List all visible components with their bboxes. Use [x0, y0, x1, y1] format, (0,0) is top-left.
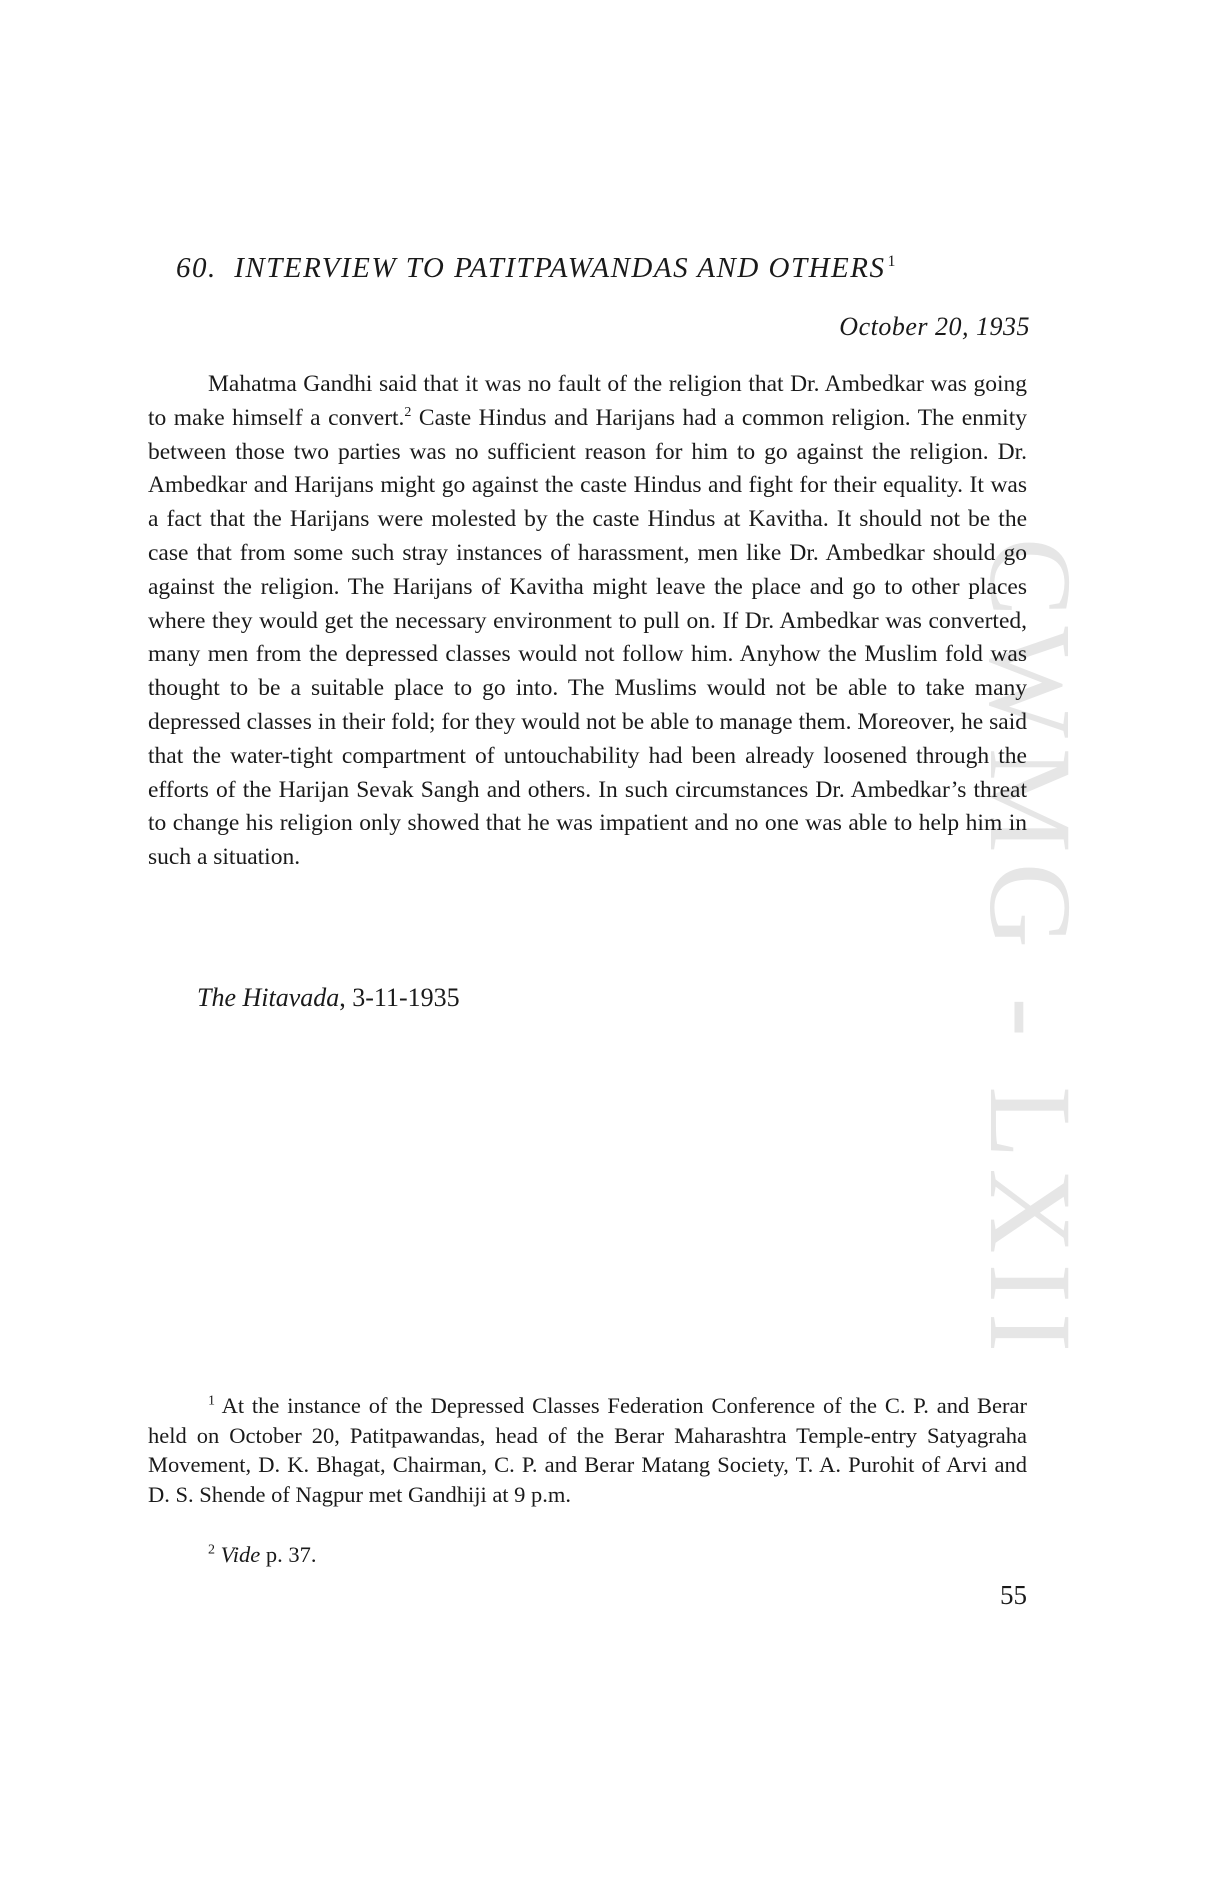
- footnote-2: [148, 1540, 1027, 1570]
- footnote-2-text: p. 37.: [260, 1542, 317, 1567]
- article-date: October 20, 1935: [839, 312, 1030, 341]
- footnote-ref-1[interactable]: 1: [887, 253, 897, 271]
- body-paragraph: [148, 368, 1027, 875]
- source-date: , 3-11-1935: [339, 983, 460, 1012]
- footnote-1: [148, 1391, 1027, 1509]
- footnote-2-vide: Vide: [220, 1542, 261, 1567]
- source-publication: The Hitavada: [197, 983, 340, 1012]
- page-number: 55: [1000, 1580, 1027, 1610]
- body-text-part1: Mahatma Gandhi said that it was no fault of the religion that Dr. Ambedkar was going to make himself a convert.: [148, 371, 1027, 431]
- footnote-1-text: At the instance of the Depressed Classes Federation Conference of the C. P. and Berar held on October 20, Patitpawandas, head of the Berar Maharashtra Temple-entry Satyagraha Movement, D. K. Bhagat, Chairman, C. P. and Berar Matang Society, T. A. Purohit of Arvi and D. S. Shende of Nagpur met Gandhiji at 9 p.m.: [148, 1393, 1027, 1507]
- watermark-text: CWMG - LXII: [965, 537, 1096, 1363]
- source-citation: [197, 983, 460, 1013]
- body-text-part2: Caste Hindus and Harijans had a common religion. The enmity between those two parties was no sufficient reason for him to go against the religion. Dr. Ambedkar and Harijans might go against the caste Hindus and fight for their equality. It was a fact that the Harijans were molested by the caste Hindus at Kavitha. It should not be the case that from some such stray instances of harassment, men like Dr. Ambedkar should go against the religion. The Harijans of Kavitha might leave the place and go to other places where they would get the necessary environment to pull on. If Dr. Ambedkar was converted, many men from the depressed classes would not follow him. Anyhow the Muslim fold was thought to be a suitable place to go into. The Muslims would not be able to take many depressed classes in their fold; for they would not be able to manage them. Moreover, he said that the water-tight compartment of untouchability had been already loosened through the efforts of the Harijan Sevak Sangh and others. In such circumstances Dr. Ambedkar’s threat to change his religion only showed that he was impatient and no one was able to help him in such a situation.: [148, 404, 1027, 871]
- article-heading: [176, 252, 1056, 285]
- article-title: INTERVIEW TO PATITPAWANDAS AND OTHERS: [234, 252, 886, 284]
- footnote-1-marker: 1: [208, 1393, 215, 1409]
- article-number: 60.: [176, 252, 217, 284]
- footnote-2-marker: 2: [208, 1542, 215, 1558]
- footnote-ref-2[interactable]: 2: [404, 404, 412, 420]
